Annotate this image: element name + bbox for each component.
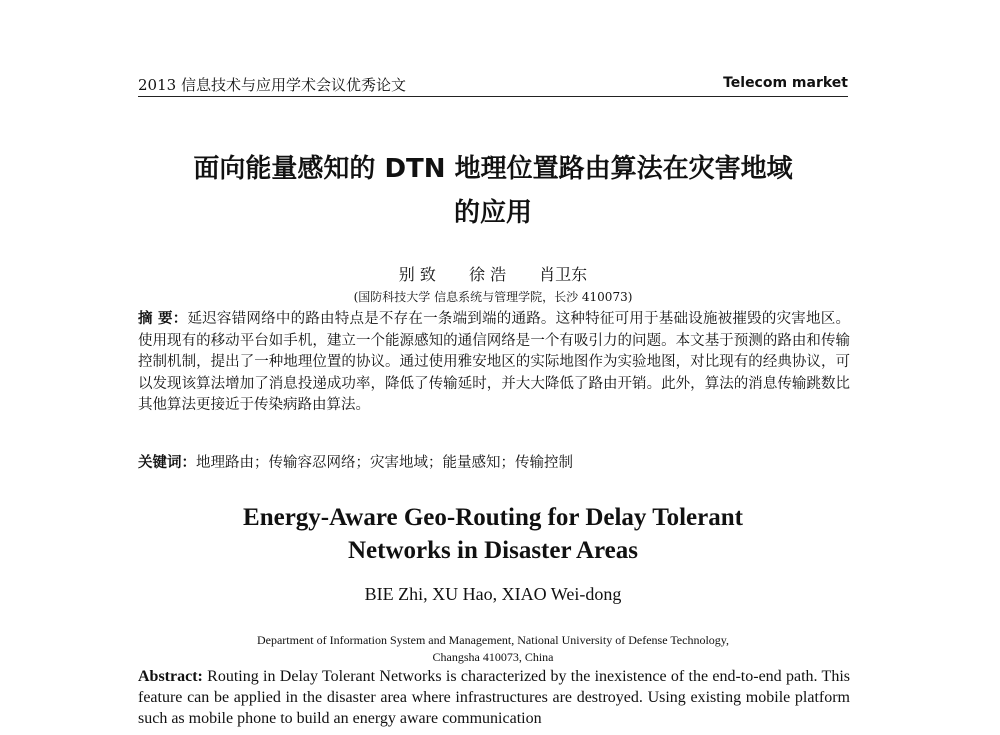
section-name: Telecom market	[723, 75, 848, 91]
chinese-affiliation: (国防科技大学 信息系统与管理学院，长沙 410073)	[353, 290, 633, 304]
english-title	[138, 501, 848, 567]
chinese-abstract	[138, 309, 850, 417]
chinese-title-line1: 面向能量感知的 DTN 地理位置路由算法在灾害地域	[193, 154, 793, 184]
chinese-abstract-label: 摘 要：	[138, 311, 188, 327]
chinese-authors	[138, 262, 848, 285]
english-affiliation-line1: Department of Information System and Management, National University of Defense Technology,	[256, 633, 730, 647]
chinese-author: 徐 浩	[468, 265, 507, 284]
english-authors: BIE Zhi, XU Hao, XIAO Wei-dong	[364, 584, 622, 604]
chinese-keywords-text: 地理路由；传输容忍网络；灾害地域；能量感知；传输控制	[196, 455, 573, 471]
chinese-abstract-text: 延迟容错网络中的路由特点是不存在一条端到端的通路。这种特征可用于基础设施被摧毁的灾害地区。使用现有的移动平台如手机，建立一个能源感知的通信网络是一个有吸引力的问题。本文基于预测的路由和传输控制机制，提出了一种地理位置的协议。通过使用雅安地区的实际地图作为实验地图，对比现有的经典协议，可以发现该算法增加了消息投递成功率，降低了传输延时，并大大降低了路由开销。此外，算法的消息传输跳数比其他算法更接近于传染病路由算法。	[138, 311, 850, 414]
english-affiliation	[138, 632, 848, 666]
english-abstract-label: Abstract:	[138, 668, 203, 685]
chinese-title-line2: 的应用	[453, 198, 532, 228]
english-abstract	[138, 666, 850, 729]
english-title-line2: Networks in Disaster Areas	[347, 537, 639, 564]
chinese-author: 别 致	[398, 265, 436, 284]
journal-name: 2013 信息技术与应用学术会议优秀论文	[138, 76, 406, 94]
header-rule	[138, 96, 848, 97]
english-affiliation-line2: Changsha 410073, China	[432, 650, 554, 664]
chinese-keywords-label: 关键词：	[138, 455, 196, 471]
chinese-keywords	[138, 451, 850, 472]
english-abstract-text: Routing in Delay Tolerant Networks is characterized by the inexistence of the end-to-end path. This feature can be applied in the disaster area where infrastructures are destroyed. Using existing mobile platform such as mobile phone to build an energy aware communication	[138, 668, 850, 727]
chinese-author: 肖卫东	[539, 265, 588, 284]
english-title-line1: Energy-Aware Geo-Routing for Delay Tolerant	[243, 504, 743, 531]
running-header	[138, 74, 848, 96]
